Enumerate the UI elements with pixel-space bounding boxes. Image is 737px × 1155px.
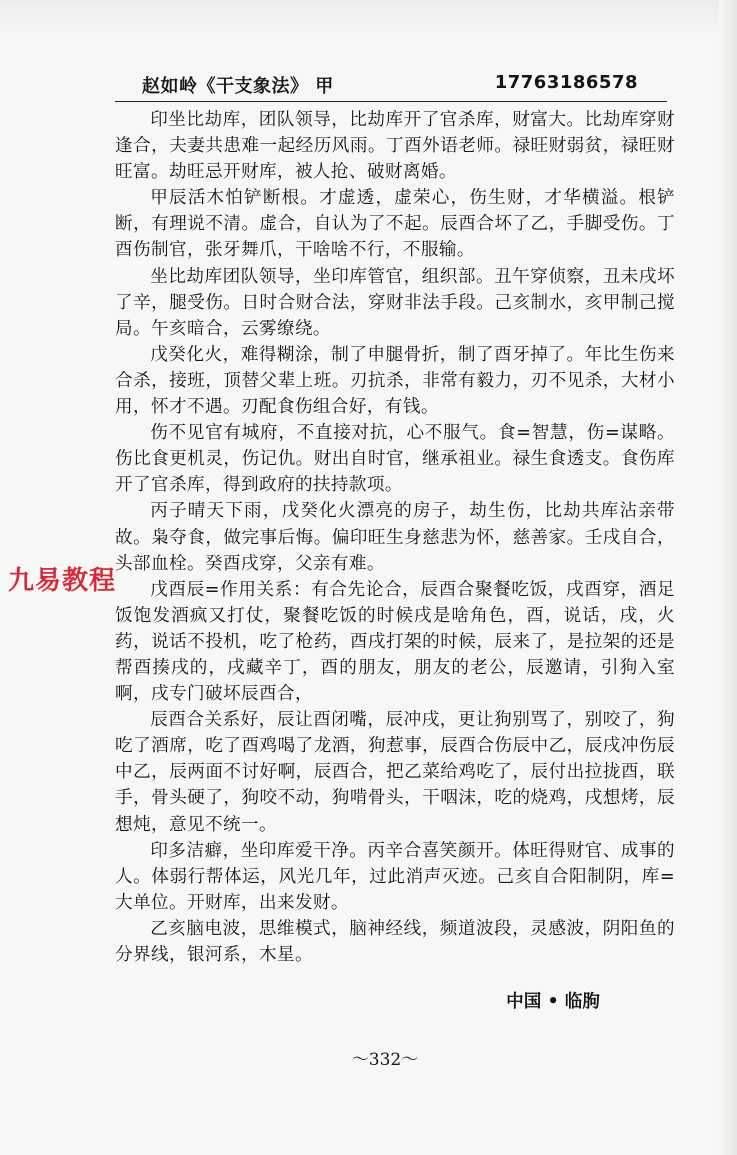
paragraph: 印坐比劫库，团队领导，比劫库开了官杀库，财富大。比劫库穿财逢合，夫妻共患难一起经历风雨。丁酉外语老师。禄旺财弱贫，禄旺财旺富。劫旺忌开财库，被人抢、破财离婚。 xyxy=(115,110,675,183)
phone-number: 17763186578 xyxy=(494,72,638,93)
scan-shadow-right xyxy=(719,0,737,1155)
paragraph: 坐比劫库团队领导，坐印库管官，组织部。丑午穿侦察，丑未戌坏了辛，腿受伤。日时合财合法，穿财非法手段。己亥制水，亥甲制己搅局。午亥暗合，云雾缭绕。 xyxy=(115,266,675,339)
page-number: ～332～ xyxy=(351,1050,419,1070)
page-header xyxy=(142,72,666,100)
paragraph: 辰酉合关系好，辰让酉闭嘴，辰冲戌，更让狗别骂了，别咬了，狗吃了酒席，吃了酉鸡喝了龙酒，狗惹事，辰酉合伤辰中乙，辰戌冲伤辰中乙，辰两面不讨好啊，辰酉合，把乙菜给鸡吃了，辰付出拉拢酉，联手，骨头硬了，狗咬不动，狗啃骨头，干咽沫，吃的烧鸡，戌想烤，辰想炖，意见不统一。 xyxy=(115,710,675,835)
paragraph: 甲辰活木怕铲断根。才虚透，虚荣心，伤生财，才华横溢。根铲断，有理说不清。虚合，自认为了不起。辰酉合坏了乙，手脚受伤。丁酉伤制官，张牙舞爪，干啥啥不行，不服输。 xyxy=(115,188,675,261)
paragraph: 印多洁癖，坐印库爱干净。丙辛合喜笑颜开。体旺得财官、成事的人。体弱行帮体运，风光几年，过此消声灭迹。己亥自合阳制阴，库=大单位。开财库，出来发财。 xyxy=(115,840,675,913)
paragraph: 伤不见官有城府，不直接对抗，心不服气。食=智慧，伤=谋略。伤比食更机灵，伤记仇。财出自时官，继承祖业。禄生食透支。食伤库开了官杀库，得到政府的扶持款项。 xyxy=(115,423,675,496)
header-divider xyxy=(115,101,667,102)
signature-location: 中国 • 临朐 xyxy=(506,992,600,1012)
scan-shadow-top xyxy=(0,0,737,40)
paragraph: 戊酉辰=作用关系：有合先论合，辰酉合聚餐吃饭，戌酉穿，酒足饭饱发酒疯又打仗，聚餐吃饭的时候戌是啥角色，酉，说话，戌，火药，说话不投机，吃了枪药，酉戌打架的时候，辰来了，是拉架的还是帮酉揍戌的，戌藏辛丁，酉的朋友，朋友的老公，辰邀请，引狗入室啊，戌专门破坏辰酉合， xyxy=(115,579,675,705)
paragraph: 乙亥脑电波，思维模式，脑神经线，频道波段，灵感波，阴阳鱼的分界线，银河系，木星。 xyxy=(115,918,675,965)
book-title: 赵如岭《干支象法》 甲 xyxy=(142,76,334,97)
paragraph: 戊癸化火，难得糊涂，制了申腿骨折，制了酉牙掉了。年比生伤来合杀，接班，顶替父辈上班。刃抗杀，非常有毅力，刃不见杀，大材小用，怀才不遇。刃配食伤组合好，有钱。 xyxy=(115,344,675,418)
paragraph: 丙子晴天下雨，戊癸化火漂亮的房子，劫生伤，比劫共库沾亲带故。枭夺食，做完事后悔。偏印旺生身慈悲为怀，慈善家。壬戌自合，头部血栓。癸酉戌穿，父亲有难。 xyxy=(115,501,675,574)
body-text xyxy=(115,107,675,968)
watermark-text: 九易教程 xyxy=(8,566,117,596)
